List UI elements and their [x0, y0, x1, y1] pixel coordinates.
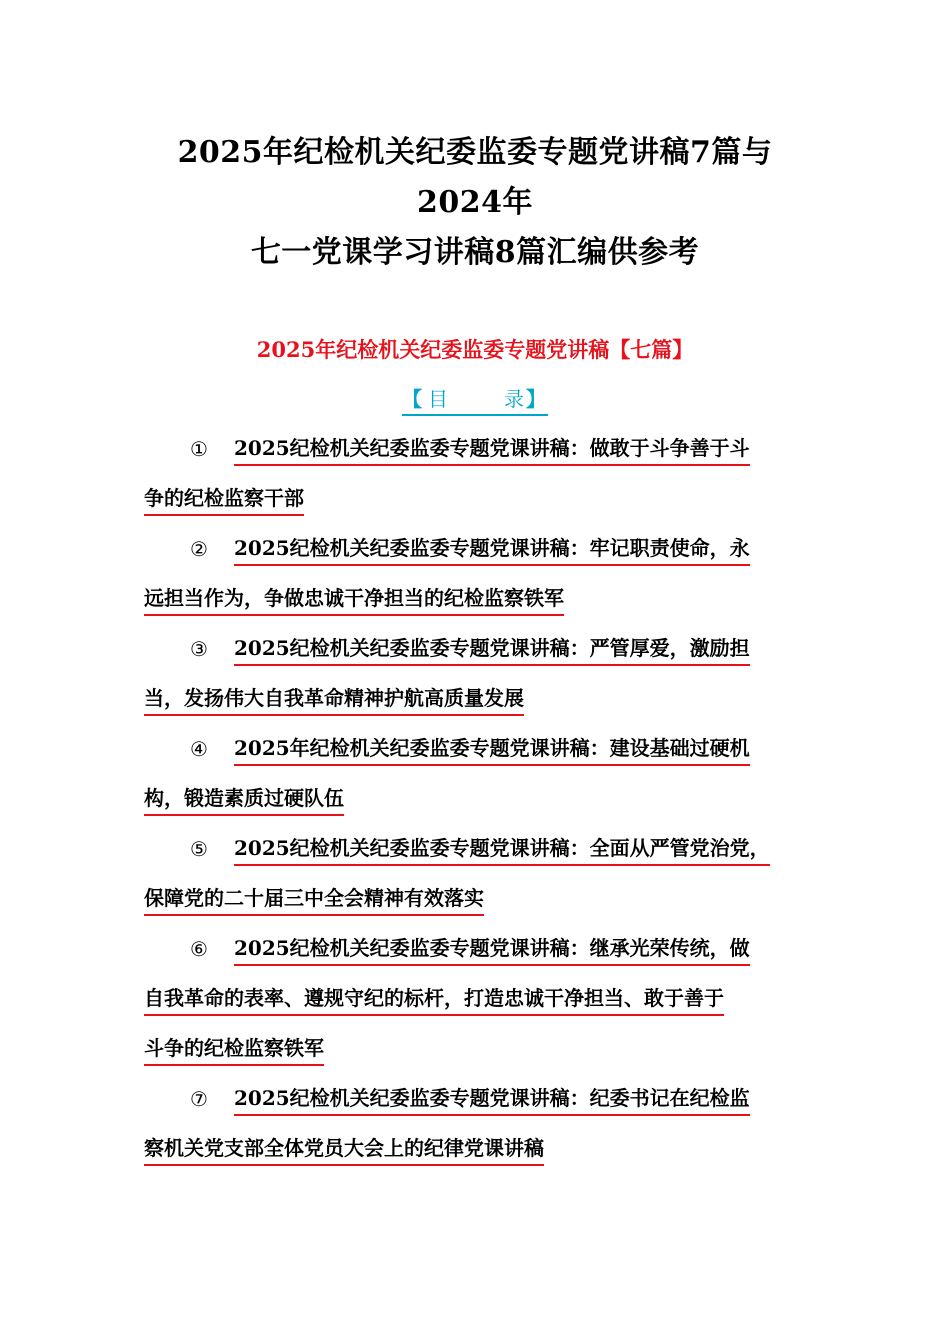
toc-link-line-2[interactable]: 察机关党支部全体党员大会上的纪律党课讲稿	[144, 1132, 544, 1166]
toc-heading-left-bracket: 【	[402, 387, 422, 411]
toc-link-line-3[interactable]: 斗争的纪检监察铁军	[144, 1032, 324, 1066]
toc-item-marker: ③	[190, 637, 208, 661]
toc-item-6[interactable]	[144, 924, 824, 1074]
toc-item-marker: ②	[190, 537, 208, 561]
toc-link-line-1[interactable]: 2025年纪检机关纪委监委专题党课讲稿：建设基础过硬机	[234, 732, 750, 766]
toc-item-3[interactable]	[144, 624, 824, 724]
title-line-1: 2025年纪检机关纪委监委专题党讲稿7篇与2024年	[177, 135, 773, 220]
toc-heading[interactable]	[402, 384, 548, 416]
toc-item-5[interactable]	[144, 824, 824, 924]
toc-item-marker: ⑥	[190, 937, 208, 961]
toc-item-2[interactable]	[144, 524, 824, 624]
toc-link-line-2[interactable]: 争的纪检监察干部	[144, 482, 304, 516]
toc-item-marker: ④	[190, 737, 208, 761]
toc-link-line-2[interactable]: 当，发扬伟大自我革命精神护航高质量发展	[144, 682, 524, 716]
toc-heading-char-1: 目	[428, 387, 448, 411]
toc-item-1[interactable]	[144, 424, 824, 524]
toc-link-line-1[interactable]: 2025纪检机关纪委监委专题党课讲稿：纪委书记在纪检监	[234, 1082, 750, 1116]
toc-item-4[interactable]	[144, 724, 824, 824]
toc-item-7[interactable]	[144, 1074, 824, 1174]
title-line-2: 七一党课学习讲稿8篇汇编供参考	[250, 235, 700, 270]
toc-item-marker: ⑦	[190, 1087, 208, 1111]
toc-link-line-1[interactable]: 2025纪检机关纪委监委专题党课讲稿：全面从严管党治党，	[234, 832, 770, 866]
document-title	[140, 128, 810, 278]
toc-link-line-1[interactable]: 2025纪检机关纪委监委专题党课讲稿：继承光荣传统，做	[234, 932, 750, 966]
toc-link-line-1[interactable]: 2025纪检机关纪委监委专题党课讲稿：做敢于斗争善于斗	[234, 432, 750, 466]
toc-link-line-1[interactable]: 2025纪检机关纪委监委专题党课讲稿：牢记职责使命，永	[234, 532, 750, 566]
toc-link-line-2[interactable]: 构，锻造素质过硬队伍	[144, 782, 344, 816]
toc-item-marker: ①	[190, 437, 208, 461]
toc-link-line-2[interactable]: 自我革命的表率、遵规守纪的标杆，打造忠诚干净担当、敢于善于	[144, 982, 724, 1016]
toc-link-line-2[interactable]: 远担当作为，争做忠诚干净担当的纪检监察铁军	[144, 582, 564, 616]
toc-item-marker: ⑤	[190, 837, 208, 861]
toc-heading-right-bracket: 】	[526, 387, 546, 411]
toc-heading-char-2: 录	[504, 387, 524, 411]
toc-link-line-1[interactable]: 2025纪检机关纪委监委专题党课讲稿：严管厚爱，激励担	[234, 632, 750, 666]
toc-link-line-2[interactable]: 保障党的二十届三中全会精神有效落实	[144, 882, 484, 916]
section-title: 2025年纪检机关纪委监委专题党讲稿【七篇】	[256, 337, 694, 362]
